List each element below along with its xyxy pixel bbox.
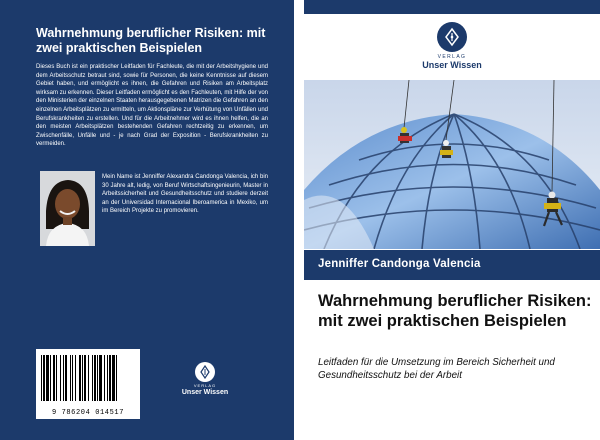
author-bio: Mein Name ist Jenniffer Alexandra Candonga Valencia, ich bin 30 Jahre alt, ledig, von Beruf Wirtschaftsingenieurin, Master in Arbeitssicherheit und Gesundheitsschutz und studiere derzeit an der Universidad Internacional Iberoamerica in Mexiko, um im Bereich Projekte zu promovieren.: [102, 174, 268, 215]
book-subtitle: Leitfaden für die Umsetzung im Bereich Sicherheit und Gesundheitsschutz bei der Arbeit: [318, 357, 555, 381]
back-cover-description: Dieses Buch ist ein praktischer Leitfaden für Fachleute, die mit der Arbeitshygiene und dem Arbeitsschutz betraut sind, sowie für Personen, die keine Kenntnisse auf diesem Gebiet haben, und ermöglicht es ihnen, die Gefahren und Risiken am Arbeitsplatz wirksam zu erkennen. Dieser Leitfaden ermöglicht es den Fachleuten, mit Hilfe der von den Ministerien der einzelnen Staaten herausgegebenen Matrizen die Gefahren an den einzelnen Arbeitsplätzen zu ermitteln, um Aktionspläne zur Verhütung von Unfällen und Berufskrankheiten zu erstellen. Und für die Arbeitnehmer wird es ihnen helfen, die an den meisten Arbeitsplätzen bestehenden Gefahren rechtzeitig zu erkennen, um Zwischenfälle, Unfälle und - je nach Grad der Exposition - Berufskrankheiten zu vermeiden.: [36, 64, 268, 148]
isbn-barcode: [36, 349, 140, 419]
author-name: Jenniffer Candonga Valencia: [318, 258, 481, 270]
front-top-bar: [304, 0, 600, 14]
cover-photo: [304, 80, 600, 249]
publisher-verlag-label: VERLAG: [437, 54, 467, 60]
spine: [294, 0, 304, 440]
barcode-number: 9 786204 014517: [51, 409, 124, 417]
publisher-verlag-label: VERLAG: [193, 383, 217, 388]
pen-nib-emblem-icon: [437, 22, 467, 52]
front-cover: [304, 0, 600, 440]
author-bar: [304, 250, 600, 280]
pen-nib-emblem-icon: [195, 362, 215, 382]
window-cleaners-on-glass-dome-image: [304, 80, 600, 249]
back-cover: [0, 0, 294, 440]
publisher-logo-back: [172, 362, 238, 396]
book-title: Wahrnehmung beruflicher Risiken: mit zwei praktischen Beispielen: [318, 292, 592, 330]
barcode-bars: [36, 349, 140, 409]
back-cover-title: Wahrnehmung beruflicher Risiken: mit zwei praktischen Beispielen: [36, 26, 266, 55]
author-portrait-image: [40, 171, 95, 246]
author-photo: [40, 171, 95, 246]
publisher-name: Unser Wissen: [181, 389, 229, 396]
publisher-logo-front: [404, 22, 500, 70]
publisher-name: Unser Wissen: [422, 60, 482, 70]
